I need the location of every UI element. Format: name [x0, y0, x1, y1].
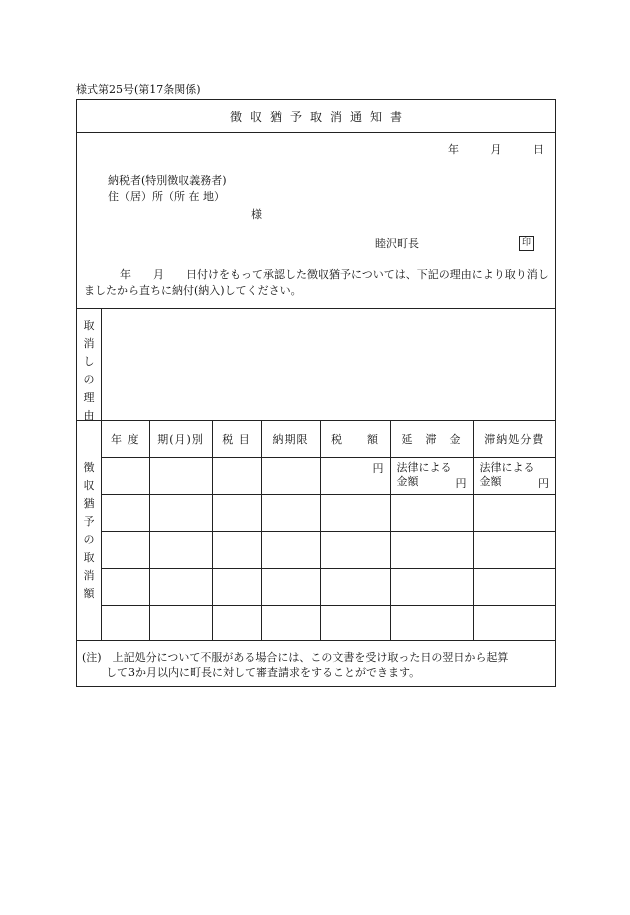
reason-section	[77, 308, 555, 421]
table-cell[interactable]	[473, 568, 555, 605]
amount-char: 収	[83, 479, 95, 492]
table-cell[interactable]	[390, 531, 473, 568]
table-cell[interactable]	[261, 457, 320, 494]
table-row	[102, 457, 555, 494]
table-cell[interactable]	[473, 494, 555, 531]
table-header-row	[102, 421, 555, 457]
legal-amount-label-2: 金額	[479, 474, 502, 488]
delinquency-charge-cell[interactable]	[390, 457, 473, 494]
header-tax-item: 税 目	[212, 421, 261, 457]
table-cell[interactable]	[212, 531, 261, 568]
amount-char: 徴	[83, 461, 95, 474]
table-cell[interactable]	[261, 494, 320, 531]
yen-unit: 円	[455, 476, 467, 490]
amount-char: 取	[83, 551, 95, 564]
table-cell[interactable]	[390, 568, 473, 605]
yen-unit: 円	[538, 476, 549, 490]
reason-char: 取	[83, 319, 95, 332]
table-cell[interactable]	[212, 457, 261, 494]
legal-amount-label: 法律による	[396, 460, 452, 474]
header-period: 期(月)別	[149, 421, 212, 457]
table-row	[102, 494, 555, 531]
table-cell[interactable]	[149, 605, 212, 641]
table-cell[interactable]	[102, 457, 149, 494]
note-line-1: (注) 上記処分について不服がある場合には、この文書を受け取った日の翌日から起算	[82, 651, 509, 664]
reason-char: の	[83, 373, 95, 386]
table-cell[interactable]	[390, 494, 473, 531]
seal-mark: 印	[519, 236, 534, 251]
amount-label	[77, 421, 102, 641]
table-cell[interactable]	[149, 531, 212, 568]
taxpayer-label: 納税者(特別徴収義務者)	[108, 174, 227, 187]
address-label: 住（居）所（所 在 地）	[108, 190, 225, 203]
form-title: 徴収猶予取消通知書	[77, 100, 555, 133]
table-cell[interactable]	[149, 457, 212, 494]
amount-char: 猶	[83, 497, 95, 510]
table-cell[interactable]	[102, 494, 149, 531]
amount-section	[77, 420, 555, 641]
table-cell[interactable]	[149, 494, 212, 531]
table-cell[interactable]	[390, 605, 473, 641]
honorific: 様	[251, 208, 262, 221]
yen-unit: 円	[372, 461, 384, 475]
table-row	[102, 531, 555, 568]
header-fiscal-year: 年 度	[102, 421, 149, 457]
table-cell[interactable]	[102, 605, 149, 641]
table-cell[interactable]	[102, 568, 149, 605]
header-due-date: 納期限	[261, 421, 320, 457]
table-cell[interactable]	[261, 605, 320, 641]
date-day: 日	[533, 143, 544, 156]
header-tax-amount: 税 額	[320, 421, 390, 457]
reason-char: し	[83, 355, 95, 368]
table-cell[interactable]	[102, 531, 149, 568]
date-year: 年	[448, 143, 459, 156]
amount-char: 予	[83, 515, 95, 528]
table-cell[interactable]	[212, 494, 261, 531]
reason-char: 理	[83, 391, 95, 404]
note-line-2: して3か月以内に町長に対して審査請求をすることができます。	[106, 666, 421, 679]
table-row	[102, 605, 555, 641]
table-cell[interactable]	[473, 531, 555, 568]
form-code: 様式第25号(第17条関係)	[76, 83, 201, 96]
reason-char: 由	[83, 409, 95, 422]
table-cell[interactable]	[261, 568, 320, 605]
date-line	[448, 143, 544, 157]
table-row	[102, 568, 555, 605]
disposition-fee-cell[interactable]	[473, 457, 555, 494]
amount-table	[102, 421, 555, 641]
tax-amount-cell[interactable]	[320, 457, 390, 494]
reason-label	[77, 309, 102, 421]
table-cell[interactable]	[149, 568, 212, 605]
notice-body-text: 年 月 日付けをもって承認した徴収猶予については、下記の理由により取り消しましたから直ちに納付(納入)してください。	[84, 268, 549, 297]
issuer-name: 睦沢町長	[375, 237, 419, 250]
legal-amount-label-2: 金額	[396, 474, 419, 488]
legal-amount-label: 法律による	[479, 460, 535, 474]
amount-char: 消	[83, 569, 95, 582]
table-cell[interactable]	[212, 605, 261, 641]
table-cell[interactable]	[473, 605, 555, 641]
header-disposition-fee: 滞納処分費	[473, 421, 555, 457]
header-delinquency-charge: 延 滞 金	[390, 421, 473, 457]
table-cell[interactable]	[320, 531, 390, 568]
reason-char: 消	[83, 337, 95, 350]
table-cell[interactable]	[261, 531, 320, 568]
amount-char: の	[83, 533, 95, 546]
table-cell[interactable]	[320, 568, 390, 605]
table-cell[interactable]	[212, 568, 261, 605]
table-cell[interactable]	[320, 494, 390, 531]
note-section	[77, 640, 555, 687]
table-cell[interactable]	[320, 605, 390, 641]
amount-char: 額	[83, 587, 95, 600]
date-month: 月	[490, 143, 502, 156]
notice-form	[76, 99, 556, 687]
